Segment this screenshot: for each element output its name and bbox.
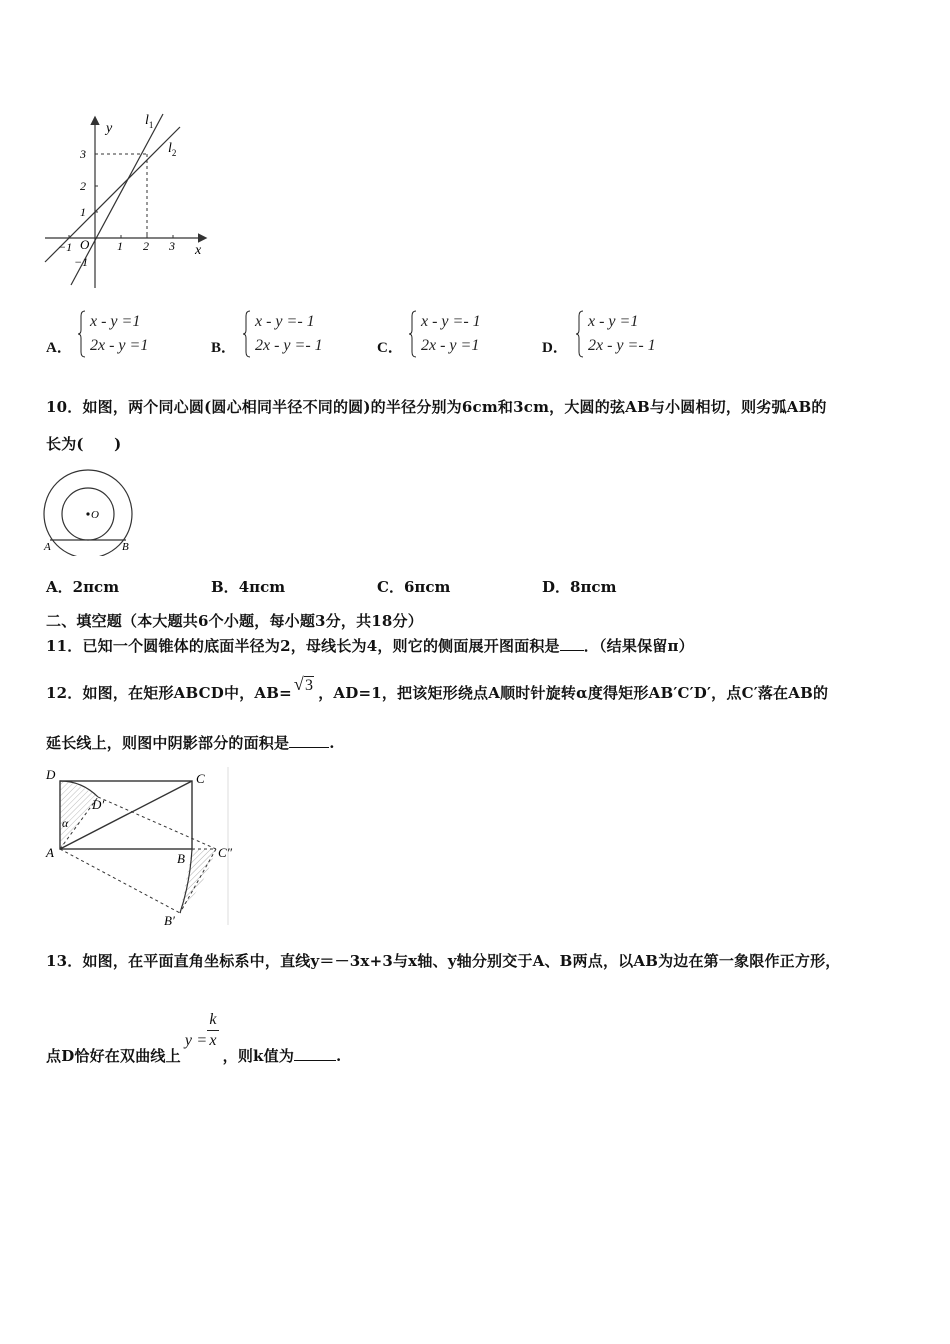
point-d-label: D	[46, 767, 56, 782]
option-text: 2πcm	[72, 578, 120, 596]
q9-option-a[interactable]	[46, 310, 196, 362]
point-d-prime-label: D′	[92, 797, 105, 812]
q13-stem-line1: 13．如图，在平面直角坐标系中，直线y＝－3x+3与x轴、y轴分别交于A、B两点，以AB为边在第一象限作正方形，	[46, 952, 841, 970]
point-b-label: B	[177, 851, 185, 866]
sqrt-3: √3	[293, 674, 314, 694]
option-label: C．	[377, 340, 403, 356]
equation-1: x - y =- 1	[421, 313, 481, 330]
y-axis-label: y	[106, 121, 113, 136]
x-axis-label: x	[195, 243, 202, 258]
q12-text-line2: 延长线上，则图中阴影部分的面积是	[46, 734, 290, 752]
q9-option-c[interactable]	[377, 310, 527, 362]
option-label: D．	[542, 340, 568, 356]
answer-blank[interactable]	[289, 733, 329, 748]
q11-stem	[46, 635, 694, 656]
fraction-denominator: x	[209, 1032, 217, 1049]
equation-2: 2x - y =1	[90, 337, 149, 354]
point-b-prime-label: B′	[164, 913, 175, 928]
option-label: D．	[542, 578, 571, 596]
q12-rectangle-rotation-figure	[40, 765, 235, 930]
y-tick-1: 1	[80, 205, 86, 219]
x-tick-2: 2	[143, 239, 149, 253]
q9-option-d[interactable]	[542, 310, 692, 362]
equation-2: 2x - y =- 1	[588, 337, 656, 354]
q9-option-b[interactable]	[211, 310, 361, 362]
q13-text-mid: ，则k值为	[222, 1046, 295, 1065]
q10-option-b[interactable]	[211, 576, 285, 597]
equation-1: x - y =1	[588, 313, 639, 330]
q13-period: .	[336, 1046, 342, 1065]
q13-text-before: 点D恰好在双曲线上	[46, 1046, 181, 1065]
l2-label: $l_2$	[168, 141, 177, 158]
alpha-label: α	[62, 816, 69, 830]
origin-label: O	[80, 237, 90, 252]
y-tick-2: 2	[80, 179, 86, 193]
option-label: A．	[46, 578, 73, 596]
option-label: A．	[46, 340, 72, 356]
q12-text-after: ，AD=1，把该矩形绕点A顺时针旋转α度得矩形AB′C′D′，点C′落在AB的	[318, 684, 829, 702]
option-text: 6πcm	[403, 578, 451, 596]
q10-stem-line1: 10．如图，两个同心圆(圆心相同半径不同的圆)的半径分别为6cm和3cm，大圆的弦AB与小圆相切，则劣弧AB的	[46, 398, 827, 416]
option-label: C．	[377, 578, 404, 596]
q10-option-d[interactable]	[542, 576, 616, 597]
option-label: B．	[211, 340, 237, 356]
q12-stem-line2	[46, 732, 335, 753]
equation-2: 2x - y =1	[421, 337, 480, 354]
option-text: 8πcm	[570, 578, 617, 596]
point-a-label: A	[46, 845, 54, 860]
q12-period: .	[329, 734, 335, 752]
x-tick-3: 3	[169, 239, 175, 253]
q10-stem-line2: 长为( )	[46, 435, 122, 453]
equation-1: x - y =1	[90, 313, 141, 330]
equation-1: x - y =- 1	[255, 313, 315, 330]
x-tick-neg1: −1	[58, 240, 73, 254]
point-a-label: A	[44, 541, 51, 553]
option-text: 4πcm	[238, 578, 286, 596]
q10-concentric-circles-figure	[40, 466, 140, 556]
answer-blank[interactable]	[294, 1046, 336, 1061]
q12-text-before: 12．如图，在矩形ABCD中，AB=	[46, 684, 292, 702]
center-label: O	[91, 509, 99, 521]
q13-stem-line2	[46, 1010, 342, 1065]
y-tick-neg1: −1	[74, 255, 89, 269]
y-tick-3: 3	[80, 147, 86, 161]
point-c-prime-label: C″	[218, 845, 233, 860]
q12-stem-line1	[46, 674, 829, 703]
x-tick-1: 1	[117, 239, 123, 253]
hyperbola-expression: y = $\frac{k}{x}$	[184, 1011, 217, 1049]
q10-option-a[interactable]	[46, 576, 119, 597]
q11-text-before: 11．已知一个圆锥体的底面半径为2，母线长为4，则它的侧面展开图面积是	[46, 637, 560, 655]
equation-2: 2x - y =- 1	[255, 337, 323, 354]
fraction-numerator: k	[207, 1010, 218, 1031]
q9-coordinate-graph	[40, 108, 215, 293]
option-label: B．	[211, 578, 239, 596]
l1-label: $l_1$	[145, 113, 154, 130]
section-2-title: 二、填空题（本大题共6个小题，每小题3分，共18分）	[46, 612, 423, 630]
point-b-label: B	[122, 541, 129, 553]
answer-blank[interactable]	[560, 636, 584, 651]
point-c-label: C	[196, 771, 205, 786]
q10-option-c[interactable]	[377, 576, 450, 597]
q11-text-after: ．（结果保留π）	[583, 637, 694, 655]
